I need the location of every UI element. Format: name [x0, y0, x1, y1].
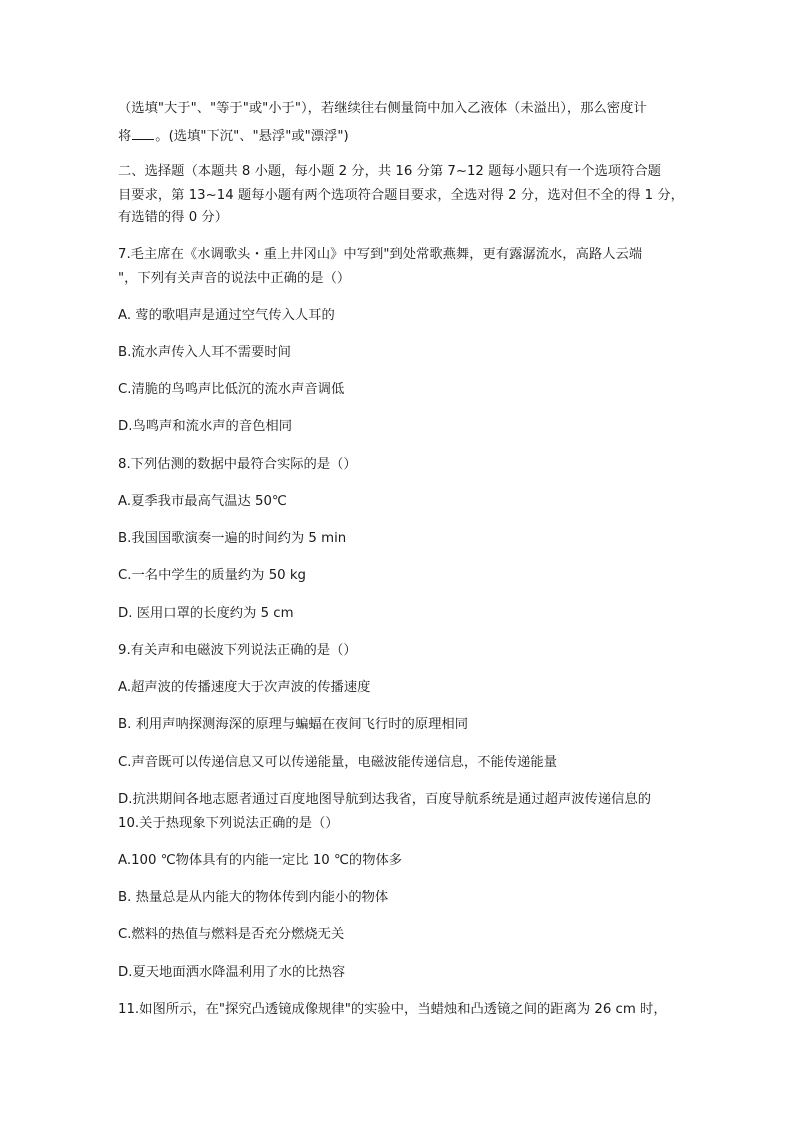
answer-option: C.清脆的鸟鸣声比低沉的流水声音调低	[118, 382, 345, 397]
text-line-with-blank	[118, 125, 349, 147]
answer-option: C.一名中学生的质量约为 50 kg	[118, 568, 306, 583]
text-line: 有选错的得 0 分）	[118, 210, 228, 225]
text-fragment: 将	[118, 129, 132, 144]
question-stem: "，下列有关声音的说法中正确的是（）	[118, 271, 351, 286]
answer-option: C.声音既可以传递信息又可以传递能量，电磁波能传递信息，不能传递能量	[118, 755, 558, 770]
answer-blank	[132, 125, 154, 140]
answer-option: A.夏季我市最高气温达 50℃	[118, 494, 287, 509]
answer-option: B.我国国歌演奏一遍的时间约为 5 min	[118, 531, 347, 546]
section-heading: 二、选择题（本题共 8 小题，每小题 2 分，共 16 分第 7~12 题每小题只有一个选项符合题	[118, 164, 661, 179]
text-line: （选填"大于"、"等于"或"小于"），若继续往右侧量筒中加入乙液体（未溢出），那么密度计	[118, 101, 647, 116]
answer-option: B. 热量总是从内能大的物体传到内能小的物体	[118, 890, 389, 905]
answer-option: A. 莺的歌唱声是通过空气传入人耳的	[118, 308, 335, 323]
question-stem: 11.如图所示，在"探究凸透镜成像规律"的实验中，当蜡烛和凸透镜之间的距离为 26 cm 时，	[118, 1002, 667, 1017]
question-stem: 8.下列估测的数据中最符合实际的是（）	[118, 457, 357, 472]
answer-option: C.燃料的热值与燃料是否充分燃烧无关	[118, 927, 345, 942]
question-stem: 9.有关声和电磁波下列说法正确的是（）	[118, 643, 357, 658]
answer-option: D.鸟鸣声和流水声的音色相同	[118, 419, 293, 434]
answer-option: B.流水声传入人耳不需要时间	[118, 345, 291, 360]
text-line: 目要求，第 13~14 题每小题有两个选项符合题目要求，全选对得 2 分，选对但不全的得 1 分，	[118, 188, 684, 203]
answer-option: A.超声波的传播速度大于次声波的传播速度	[118, 680, 371, 695]
answer-option: D. 医用口罩的长度约为 5 cm	[118, 606, 294, 621]
answer-option: D.抗洪期间各地志愿者通过百度地图导航到达我省，百度导航系统是通过超声波传递信息的	[118, 792, 652, 807]
answer-option: D.夏天地面洒水降温利用了水的比热容	[118, 965, 346, 980]
answer-option: B. 利用声呐探测海深的原理与蝙蝠在夜间飞行时的原理相同	[118, 717, 468, 732]
question-stem: 7.毛主席在《水调歌头・重上井冈山》中写到"到处常歌燕舞，更有露潺流水，高路人云端	[118, 247, 643, 262]
question-stem: 10.关于热现象下列说法正确的是（）	[118, 816, 339, 831]
text-fragment: 。(选填"下沉"、"悬浮"或"漂浮")	[155, 129, 349, 144]
answer-option: A.100 ℃物体具有的内能一定比 10 ℃的物体多	[118, 853, 403, 868]
